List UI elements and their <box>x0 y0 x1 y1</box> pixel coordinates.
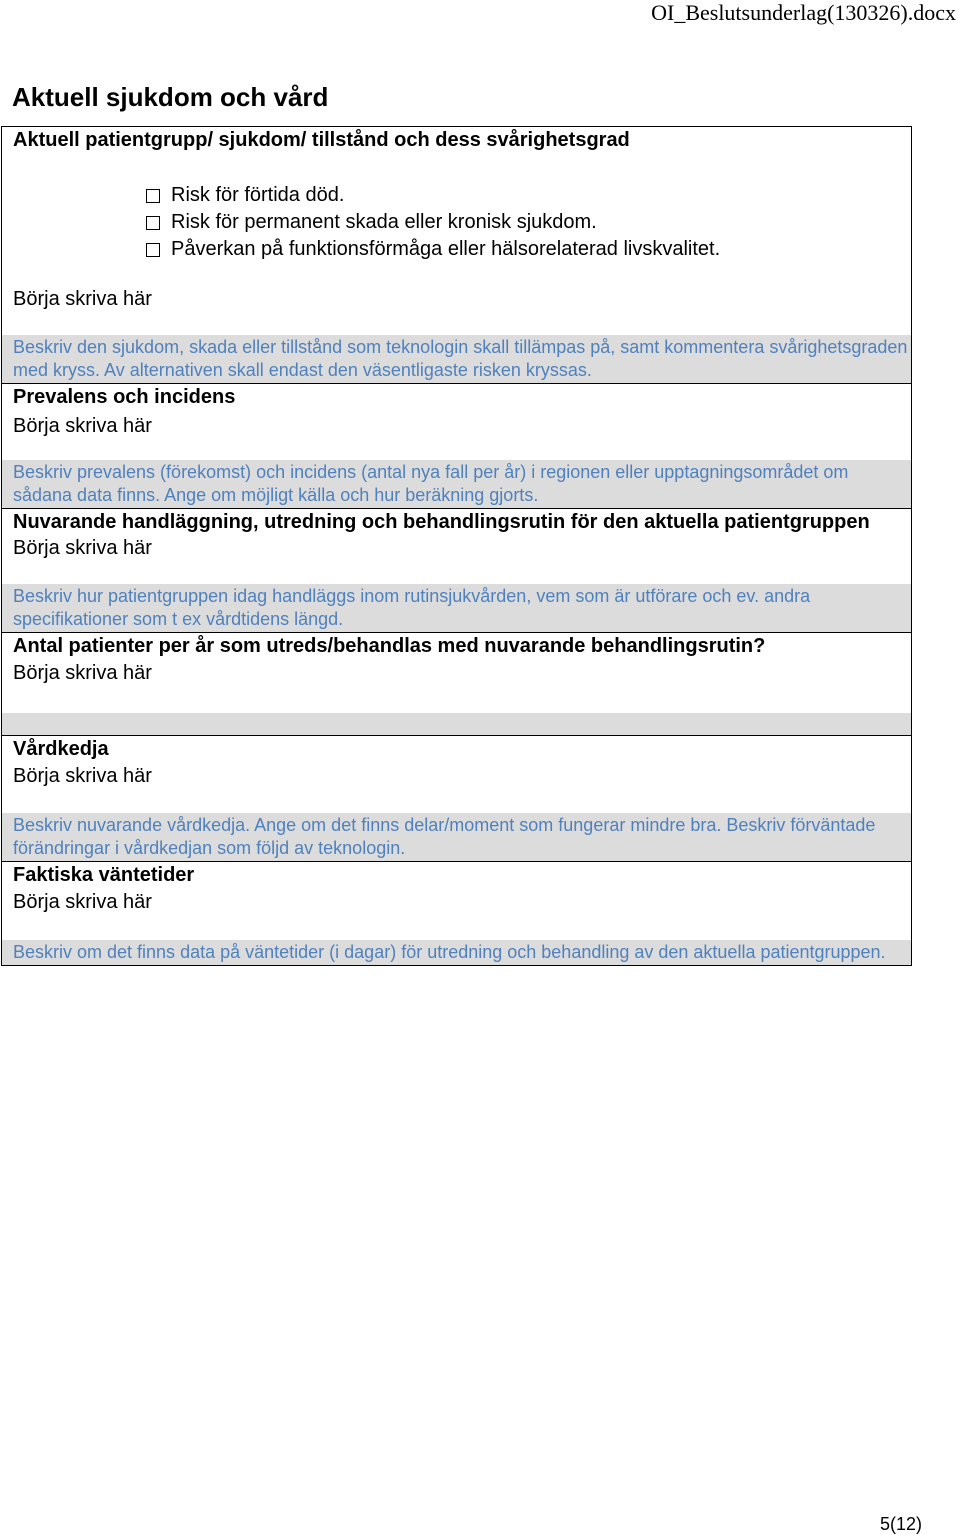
checkbox-label: Risk för förtida död. <box>171 184 345 206</box>
section-title: Faktiska väntetider <box>13 864 195 886</box>
checkbox-label: Påverkan på funktionsförmåga eller hälsorelaterad livskvalitet. <box>171 238 721 260</box>
checkbox-option[interactable] <box>146 182 911 209</box>
section-vardkedja <box>2 736 911 862</box>
form-table <box>1 126 912 966</box>
text-entry-field[interactable]: Börja skriva här <box>13 891 152 913</box>
section-vantetider <box>2 862 911 966</box>
instruction-band <box>2 713 911 735</box>
instruction-text: Beskriv den sjukdom, skada eller tillstånd som teknologin skall tillämpas på, samt kommentera svårighetsgraden med kryss. Av alternativen skall endast den väsentligaste risken kryssas. <box>2 335 911 383</box>
checkbox-label: Risk för permanent skada eller kronisk sjukdom. <box>171 211 597 233</box>
section-prevalens <box>2 384 911 509</box>
page-heading: Aktuell sjukdom och vård <box>12 82 329 112</box>
checkbox-option[interactable] <box>146 236 911 263</box>
checkbox-icon[interactable] <box>146 216 160 230</box>
text-entry-field[interactable]: Börja skriva här <box>13 288 152 310</box>
document-filename: OI_Beslutsunderlag(130326).docx <box>651 0 956 25</box>
instruction-text: Beskriv nuvarande vårdkedja. Ange om det finns delar/moment som fungerar mindre bra. Beskriv förväntade förändringar i vårdkedjan som följd av teknologin. <box>2 813 911 861</box>
text-entry-field[interactable]: Börja skriva här <box>13 765 152 787</box>
section-patientgrupp <box>2 127 911 384</box>
instruction-text: Beskriv om det finns data på väntetider (i dagar) för utredning och behandling av den aktuella patientgruppen. <box>2 940 911 965</box>
instruction-text: Beskriv hur patientgruppen idag handläggs inom rutinsjukvården, vem som är utförare och ev. andra specifikationer som t ex vårdtidens längd. <box>2 584 911 632</box>
text-entry-field[interactable]: Börja skriva här <box>13 537 152 559</box>
section-antal <box>2 633 911 736</box>
severity-checklist <box>2 182 911 263</box>
checkbox-option[interactable] <box>146 209 911 236</box>
text-entry-field[interactable]: Börja skriva här <box>13 662 152 684</box>
instruction-text: Beskriv prevalens (förekomst) och incidens (antal nya fall per år) i regionen eller upptagningsområdet om sådana data finns. Ange om möjligt källa och hur beräkning gjorts. <box>2 460 911 508</box>
checkbox-icon[interactable] <box>146 189 160 203</box>
section-handlaggning <box>2 509 911 633</box>
section-title: Prevalens och incidens <box>13 386 236 408</box>
section-title: Antal patienter per år som utreds/behandlas med nuvarande behandlingsrutin? <box>13 635 766 657</box>
section-title: Aktuell patientgrupp/ sjukdom/ tillstånd och dess svårighetsgrad <box>13 129 630 151</box>
text-entry-field[interactable]: Börja skriva här <box>13 415 152 437</box>
checkbox-icon[interactable] <box>146 243 160 257</box>
section-title: Vårdkedja <box>13 738 109 760</box>
section-title: Nuvarande handläggning, utredning och behandlingsrutin för den aktuella patientgruppen <box>13 511 870 533</box>
page-number: 5(12) <box>879 1514 922 1534</box>
